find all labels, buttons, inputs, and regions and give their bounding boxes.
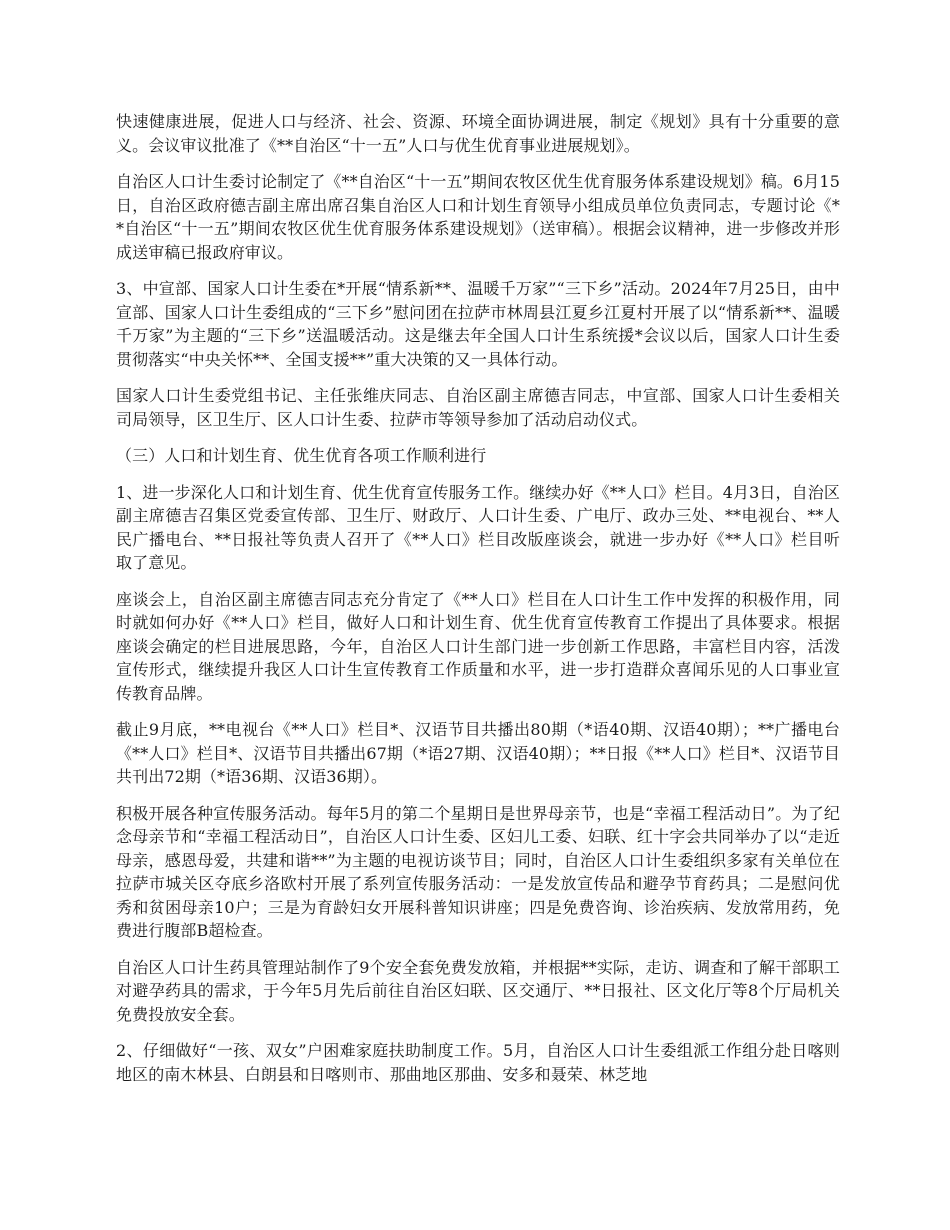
paragraph-9: 自治区人口计生药具管理站制作了9个安全套免费发放箱，并根据**实际，走访、调查和了解干部职工对避孕药具的需求，于今年5月先后前往自治区妇联、区交通厅、**日报社、区文化厅等8个厅局机关免费投放安全套。 [116,957,840,1024]
paragraph-10: 2、仔细做好“一孩、双女”户困难家庭扶助制度工作。5月，自治区人口计生委组派工作组分赴日喀则地区的南木林县、白朗县和日喀则市、那曲地区那曲、安多和聂荣、林芝地 [116,1041,840,1084]
paragraph-4: 国家人口计生委党组书记、主任张维庆同志、自治区副主席德吉同志，中宣部、国家人口计生委相关司局领导，区卫生厅、区人口计生委、拉萨市等领导参加了活动启动仪式。 [116,386,840,429]
paragraph-5: 1、进一步深化人口和计划生育、优生优育宣传服务工作。继续办好《**人口》栏目。4月3日，自治区副主席德吉召集区党委宣传部、卫生厅、财政厅、人口计生委、广电厅、政办三处、**电视台、**人民广播电台、**日报社等负责人召开了《**人口》栏目改版座谈会，就进一步办好《**人口》栏目听取了意见。 [116,482,840,572]
paragraph-7: 截止9月底，**电视台《**人口》栏目*、汉语节目共播出80期（*语40期、汉语40期）；**广播电台《**人口》栏目*、汉语节目共播出67期（*语27期、汉语40期）；**日报《**人口》栏目*、汉语节目共刊出72期（*语36期、汉语36期）。 [116,720,840,786]
paragraph-3: 3、中宣部、国家人口计生委在*开展“情系新**、温暖千万家”“三下乡”活动。2024年7月25日，由中宣部、国家人口计生委组成的“三下乡”慰问团在拉萨市林周县江夏乡江夏村开展了以“情系新**、温暖千万家”为主题的“三下乡”送温暖活动。这是继去年全国人口计生系统援*会议以后，国家人口计生委贯彻落实“中央关怀**、全国支援**”重大决策的又一具体行动。 [116,279,840,369]
paragraph-1: 快速健康进展，促进人口与经济、社会、资源、环境全面协调进展，制定《规划》具有十分重要的意义。会议审议批准了《**自治区“十一五”人口与优生优育事业进展规划》。 [116,112,840,155]
document-page [116,110,840,1099]
paragraph-2: 自治区人口计生委讨论制定了《**自治区“十一五”期间农牧区优生优育服务体系建设规划》稿。6月15日，自治区政府德吉副主席出席召集自治区人口和计划生育领导小组成员单位负责同志，专题讨论《**自治区“十一五”期间农牧区优生优育服务体系建设规划》（送审稿）。根据会议精神，进一步修改并形成送审稿已报政府审议。 [116,172,840,262]
section-heading: （三）人口和计划生育、优生优育各项工作顺利进行 [116,446,487,465]
paragraph-8: 积极开展各种宣传服务活动。每年5月的第二个星期日是世界母亲节，也是“幸福工程活动日”。为了纪念母亲节和“幸福工程活动日”，自治区人口计生委、区妇儿工委、妇联、红十字会共同举办了以“走近母亲，感恩母爱，共建和谐**”为主题的电视访谈节目；同时，自治区人口计生委组织多家有关单位在拉萨市城关区夺底乡洛欧村开展了系列宣传服务活动：一是发放宣传品和避孕节育药具；二是慰问优秀和贫困母亲10户；三是为育龄妇女开展科普知识讲座；四是免费咨询、诊治疾病、发放常用药，免费进行腹部B超检查。 [116,803,840,940]
paragraph-6: 座谈会上，自治区副主席德吉同志充分肯定了《**人口》栏目在人口计生工作中发挥的积极作用，同时就如何办好《**人口》栏目，做好人口和计划生育、优生优育宣传教育工作提出了具体要求。根据座谈会确定的栏目进展思路，今年，自治区人口计生部门进一步创新工作思路，丰富栏目内容，活泼宣传形式，继续提升我区人口计生宣传教育工作质量和水平，进一步打造群众喜闻乐见的人口事业宣传教育品牌。 [116,589,840,703]
